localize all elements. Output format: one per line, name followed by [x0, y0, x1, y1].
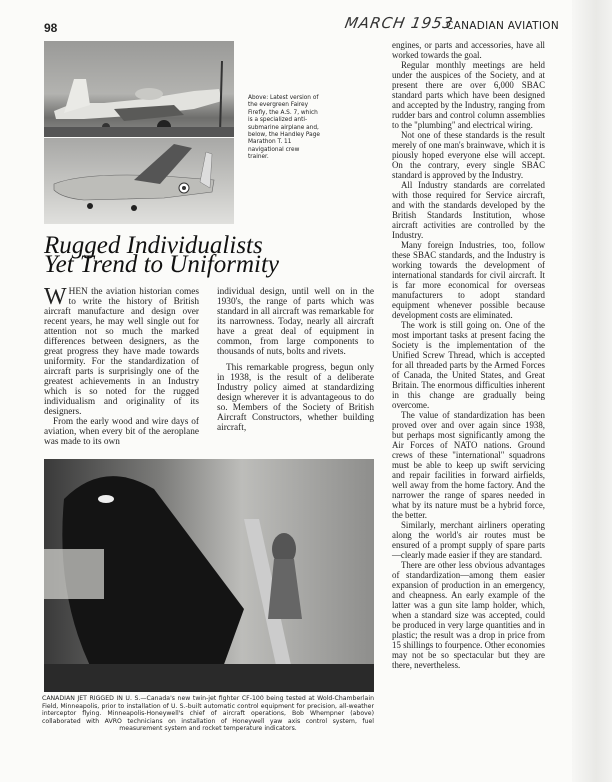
page-number: 98 — [44, 21, 58, 35]
paragraph: Similarly, merchant airliners operating along the world's air routes must be ensured of a prompt supply of spare parts—clearly made easier if they are standard. — [392, 520, 545, 560]
paragraph: This remarkable progress, begun only in 1938, is the result of a deliberate Industry policy aimed at standardizing design wherever it is advantageous to do so. Members of the Society of British Aircraft Constructors, whether building aircraft, — [217, 363, 374, 433]
paragraph: Not one of these standards is the result merely of one man's brainwave, which it is piously hoped everyone else will accept. On the contrary, every single SBAC standard is approved by the Industry. — [392, 130, 545, 180]
photo-cf100-jet — [44, 459, 374, 692]
paragraph: Many foreign Industries, too, follow these SBAC standards, and the Industry is working towards the development of international standards for civil aircraft. It is far more economical for overseas manufacturers to adopt standard equipment whenever possible because development costs are eliminated. — [392, 240, 545, 320]
paragraph-text: HEN the aviation historian comes to write the history of British aircraft manufacture and design over recent years, he may well single out for attention not so much the marked differences between designers, as the great progress they have made towards uniformity. For the standardization of aircraft parts is surprisingly one of the greatest achievements in an Industry which is so noted for the rugged individualism and originality of its designers. — [44, 287, 199, 417]
paragraph: All Industry standards are correlated with those required for Service aircraft, and with the standards developed by the British Standards Institution, whose aircraft activities are controlled by the Industry. — [392, 180, 545, 240]
article-column-2 — [217, 287, 374, 433]
paragraph: individual design, until well on in the 1930's, the range of parts which was standard in all aircraft was remarkable for its narrowness. Today, nearly all aircraft have a great deal of equipment in common, from large components to thousands of nuts, bolts and rivets. — [217, 287, 374, 357]
handwritten-date: MARCH 1953 — [343, 14, 455, 32]
magazine-title: CANADIAN AVIATION — [446, 20, 559, 32]
photo-fairey-firefly — [44, 41, 234, 137]
paragraph: engines, or parts and accessories, have all worked towards the goal. — [392, 40, 545, 60]
article-column-1 — [44, 284, 199, 447]
paragraph: There are other less obvious advantages of standardization—among them easier expansion of production in an emergency, and cheapness. An early example of the latter was a gun site lamp holder, which, when a standard size was accepted, could be produced in very large quantities and in plastic; the result was a drop in price from 15 shillings to fourpence. Other economies may not be so spectacular but they are there, nevertheless. — [392, 560, 545, 670]
top-photo-caption: Above: Latest version of the evergreen Fairey Firefly, the A.S. 7, which is a specialized anti-submarine airplane and, below, the Handley Page Marathon T. 11 navigational crew trainer. — [248, 95, 320, 161]
article-column-3 — [392, 40, 545, 670]
headline-line-2: Yet Trend to Uniformity — [44, 251, 279, 278]
drop-cap: W — [44, 284, 67, 310]
paragraph: The value of standardization has been proved over and over again since 1938, but perhaps most significantly among the Air Forces of NATO nations. Ground crews of these "international" squadrons must be able to keep up swift servicing and repair facilities in forward airfields, well away from the home factory. And the narrower the range of spares needed in what by its nature must be a hybrid force, the better. — [392, 410, 545, 520]
article-headline — [44, 232, 279, 278]
bottom-photo-caption: CANADIAN JET RIGGED IN U. S.—Canada's new twin-jet fighter CF-100 being tested at Wold-Chamberlain Field, Minneapolis, prior to installation of U. S.-built automatic control equipment for precision, all-weather interceptor flying. Minneapolis-Honeywell's chief of aircraft operations, Bob Whempner (above) collaborated with AVRO technicians on installation of Honeywell yaw axis control system, fuel measurement system and rocket temperature indicators. — [42, 695, 374, 733]
paragraph — [44, 284, 199, 417]
photo-handley-page-marathon — [44, 138, 234, 224]
paragraph: From the early wood and wire days of aviation, when every bit of the aeroplane was made to its own — [44, 417, 199, 447]
headline-line-1: Rugged Individualists — [44, 232, 263, 259]
paragraph: Regular monthly meetings are held under the auspices of the Society, and at present there are over 6,000 SBAC standard parts which have been designed and accepted by the Industry, ranging from rudder bars and control column assemblies to the "plumbing" and electrical wiring. — [392, 60, 545, 130]
paragraph: The work is still going on. One of the most important tasks at present facing the Society is the implementation of the Unified Screw Thread, which is accepted for all threaded parts by the Armed Forces of Canada, the United States, and Great Britain. The enormous difficulties inherent in this change are gradually being overcome. — [392, 320, 545, 410]
scan-edge — [572, 0, 612, 782]
